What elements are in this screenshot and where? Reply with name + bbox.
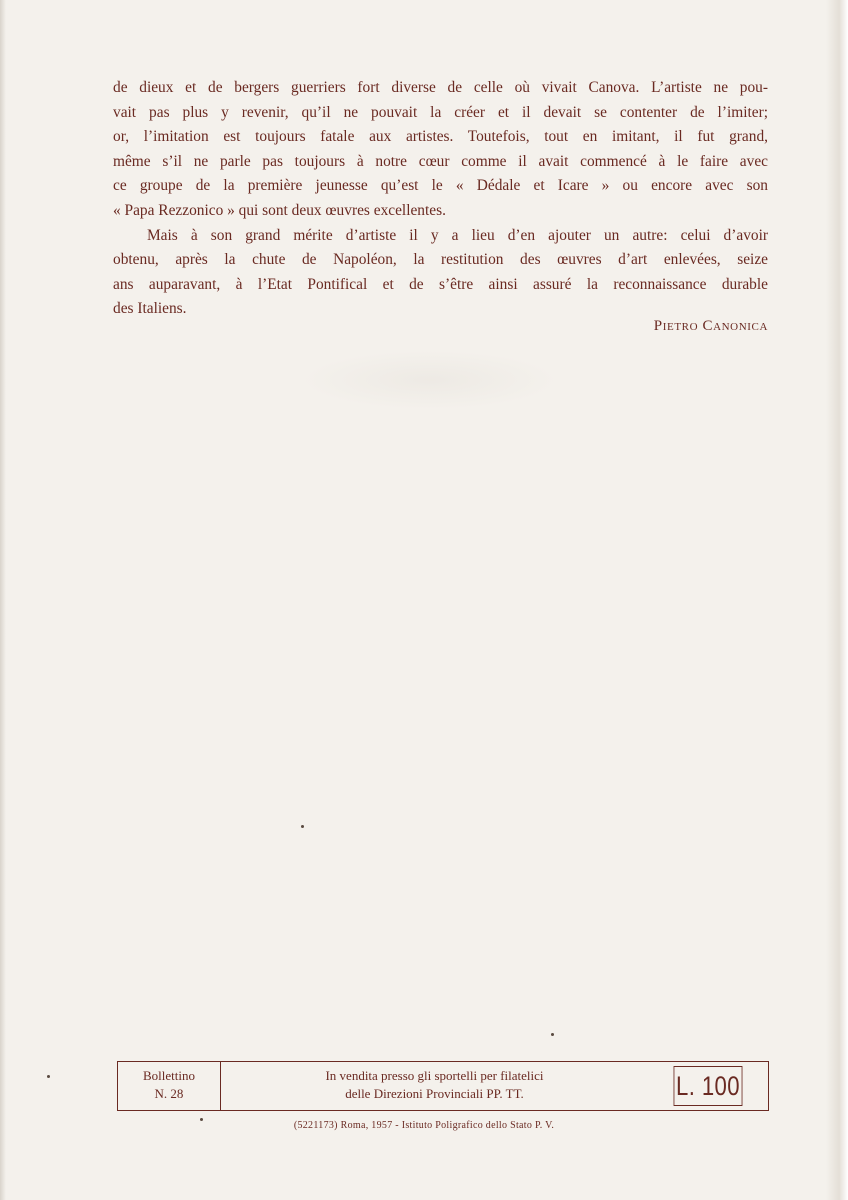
text-line: Mais à son grand mérite d’artiste il y a lieu d’en ajouter un autre: celui d’avoir	[147, 226, 768, 244]
price-label: L. 100	[674, 1066, 743, 1106]
sale-info-box	[117, 1061, 769, 1111]
text-line: de dieux et de bergers guerriers fort diverse de celle où vivait Canova. L’artiste ne pou-	[113, 79, 768, 96]
text-line: ans auparavant, à l’Etat Pontifical et de s’être ainsi assuré la reconnaissance durable	[113, 275, 768, 293]
text-line: obtenu, après la chute de Napoléon, la restitution des œuvres d’art enlevées, seize	[113, 251, 768, 269]
text-line: or, l’imitation est toujours fatale aux artistes. Toutefois, tout en imitant, il fut grand,	[113, 128, 768, 146]
text-line: vait pas plus y revenir, qu’il ne pouvait la créer et il devait se contenter de l’imiter;	[113, 103, 768, 121]
text-line: « Papa Rezzonico » qui sont deux œuvres excellentes.	[113, 201, 446, 219]
bleed-through-shadow	[300, 350, 560, 410]
bulletin-cell	[118, 1062, 221, 1110]
paper-speck	[551, 1033, 554, 1036]
article-body	[113, 76, 768, 322]
text-line: des Italiens.	[113, 300, 187, 318]
text-line: même s’il ne parle pas toujours à notre cœur comme il avait commencé à le faire avec	[113, 152, 768, 170]
paper-speck	[47, 1075, 50, 1078]
bulletin-label: Bollettino	[143, 1068, 195, 1083]
sale-notice-line-2: delle Direzioni Provinciali PP. TT.	[345, 1086, 524, 1101]
author-signature: Pietro Canonica	[653, 318, 768, 334]
price-cell	[648, 1062, 768, 1110]
paper-speck	[301, 825, 304, 828]
paper-speck	[200, 1118, 203, 1121]
bulletin-number: N. 28	[154, 1086, 184, 1101]
page-edge-shadow	[0, 0, 6, 1200]
paragraph-1	[113, 76, 768, 224]
page-edge-highlight	[826, 0, 848, 1200]
paragraph-2	[113, 224, 768, 322]
sale-notice-cell	[221, 1062, 648, 1110]
sale-notice-line-1: In vendita presso gli sportelli per filatelici	[325, 1068, 544, 1083]
printer-imprint: (5221173) Roma, 1957 - Istituto Poligrafico dello Stato P. V.	[293, 1120, 555, 1131]
text-line: ce groupe de la première jeunesse qu’est le « Dédale et Icare » ou encore avec son	[113, 177, 768, 195]
